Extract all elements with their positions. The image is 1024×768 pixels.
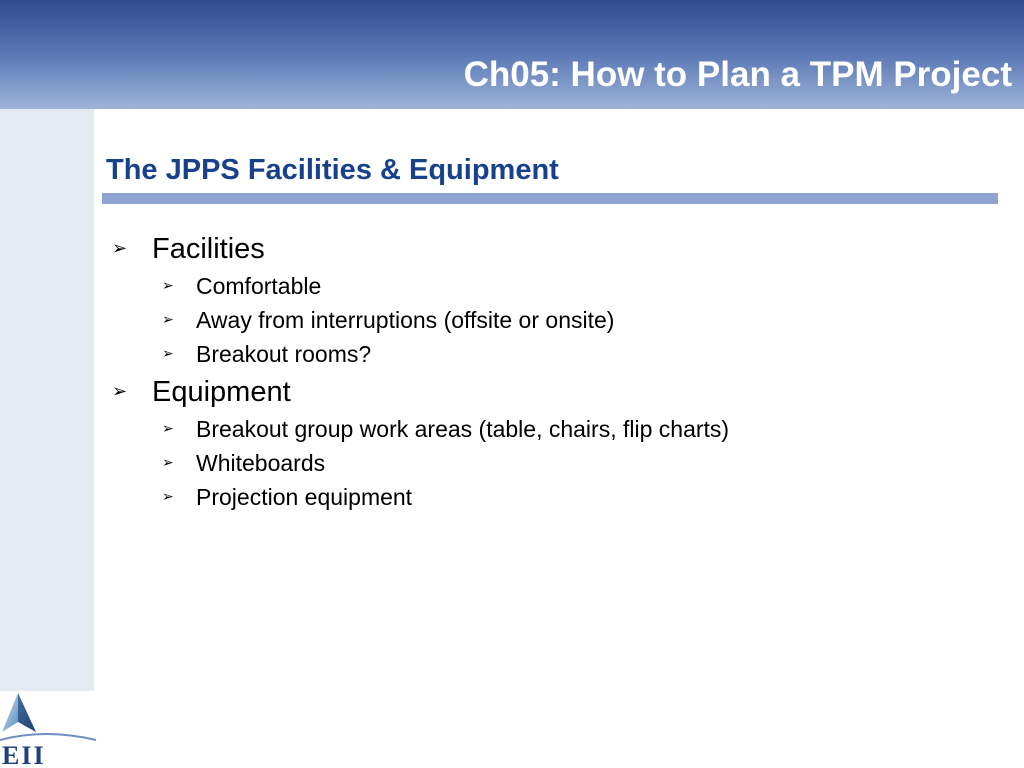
- sub-bullet-label: Breakout group work areas (table, chairs, flip charts): [196, 416, 730, 442]
- sub-bullet-label: Whiteboards: [196, 450, 326, 476]
- bullet-arrow-icon: ➢: [112, 381, 128, 402]
- logo-text: EII: [2, 741, 46, 768]
- bullet-label: Equipment: [152, 376, 291, 408]
- slide-title: The JPPS Facilities & Equipment: [106, 154, 559, 186]
- sub-bullet-label: Projection equipment: [196, 484, 413, 510]
- bullet-arrow-icon: ➢: [162, 421, 174, 437]
- eii-pyramid-logo: [0, 690, 100, 768]
- bullet-arrow-icon: ➢: [162, 312, 174, 328]
- bullet-arrow-icon: ➢: [162, 489, 174, 505]
- sub-bullet-label: Away from interruptions (offsite or onsite): [196, 307, 615, 333]
- chapter-title: Ch05: How to Plan a TPM Project: [463, 55, 1012, 94]
- bullet-label: Facilities: [152, 233, 265, 265]
- bullet-arrow-icon: ➢: [162, 346, 174, 362]
- sub-bullet-label: Comfortable: [196, 273, 322, 299]
- bullet-arrow-icon: ➢: [112, 238, 128, 259]
- pyramid-left-face: [2, 693, 18, 732]
- pyramid-right-face: [18, 693, 36, 732]
- bullet-arrow-icon: ➢: [162, 455, 174, 471]
- sub-bullet-label: Breakout rooms?: [196, 341, 372, 367]
- logo-swoosh: [0, 734, 96, 740]
- bullet-arrow-icon: ➢: [162, 278, 174, 294]
